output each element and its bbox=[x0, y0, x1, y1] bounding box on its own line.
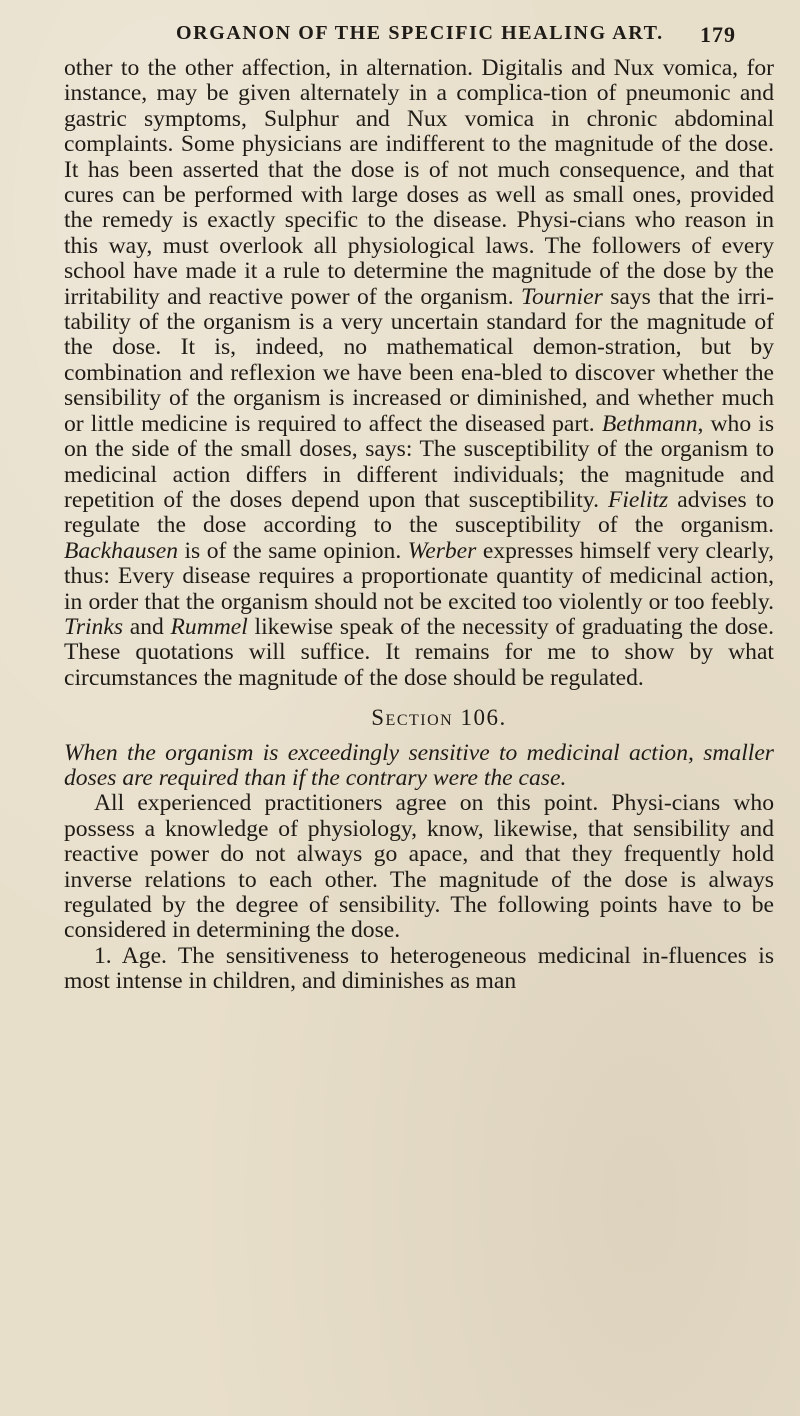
author-name-bethmann: Bethmann bbox=[601, 410, 698, 437]
text-run: other to the other affection, in alternation. Digitalis and Nux vomica, for instance, may be given alternately in a complica-tion of pneumonic and gastric symptoms, Sulphur and Nux vomica in chronic abdominal complaints. Some physicians are indifferent to the magnitude of the dose. It has been asserted that the dose is of not much consequence, and that cures can be performed with large doses as well as small ones, provided the remedy is exactly specific to the disease. Physi-cians who reason in this way, must overlook all physiological laws. The followers of every school have made it a rule to determine the magnitude of the dose by the irritability and reactive power of the organism. bbox=[64, 55, 774, 310]
author-name-werber: Werber bbox=[407, 537, 477, 564]
paragraph-age: 1. Age. The sensitiveness to heterogeneous medicinal in-fluences is most intense in children, and diminishes as man bbox=[64, 942, 774, 995]
text-run: likewise speak of the necessity of graduating the dose. These quotations will suffice. It remains for me to show by what circumstances the magnitude of the dose should be regulated. bbox=[64, 613, 774, 691]
author-name-fielitz: Fielitz bbox=[607, 486, 669, 513]
section-heading: Section 106. bbox=[371, 705, 507, 731]
text-run: and bbox=[123, 613, 171, 640]
paragraph-experienced-practitioners: All experienced practitioners agree on this point. Physi-cians who possess a knowledge of physiology, know, likewise, that sensibility and reactive power do not always go apace, and that they frequently hold inverse relations to each other. The magnitude of the dose is always regulated by the degree of sensibility. The following points have to be considered in determining the dose. bbox=[64, 790, 774, 944]
text-run: advises to regulate the dose according to the susceptibility of the organism. bbox=[64, 486, 774, 539]
text-run: expresses himself very clearly, thus: Every disease requires a proportionate quantity of medicinal action, in order that the organism should not be excited too violently or too feebly. bbox=[64, 537, 775, 615]
page-number: 179 bbox=[700, 22, 736, 47]
text-run: says that the irri-tability of the organism is a very uncertain standard for the magnitude of the dose. It is, indeed, no mathematical demon-stration, but by combination and reflexion we have been ena-bled to discover whether the sensibility of the organism is increased or diminished, and whether much or little medicine is required to affect the diseased part. bbox=[64, 283, 774, 437]
page-body bbox=[64, 56, 774, 995]
author-name-trinks: Trinks bbox=[64, 613, 124, 640]
author-name-tournier: Tournier bbox=[521, 283, 603, 310]
text-run: , who is on the side of the small doses, says: The susceptibility of the organism to medicinal action differs in different individuals; the magnitude and repetition of the doses depend upon that susceptibility. bbox=[64, 410, 774, 513]
author-name-backhausen: Backhausen bbox=[64, 537, 178, 564]
running-head bbox=[176, 22, 736, 45]
text-run: is of the same opinion. bbox=[178, 537, 408, 564]
author-name-rummel: Rummel bbox=[170, 613, 248, 640]
paragraph-continuation bbox=[64, 56, 774, 691]
running-head-title: ORGANON OF THE SPECIFIC HEALING ART. bbox=[176, 22, 664, 44]
section-summary: When the organism is exceedingly sensitive to medicinal action, smaller doses are required than if the contrary were the case. bbox=[64, 739, 774, 791]
